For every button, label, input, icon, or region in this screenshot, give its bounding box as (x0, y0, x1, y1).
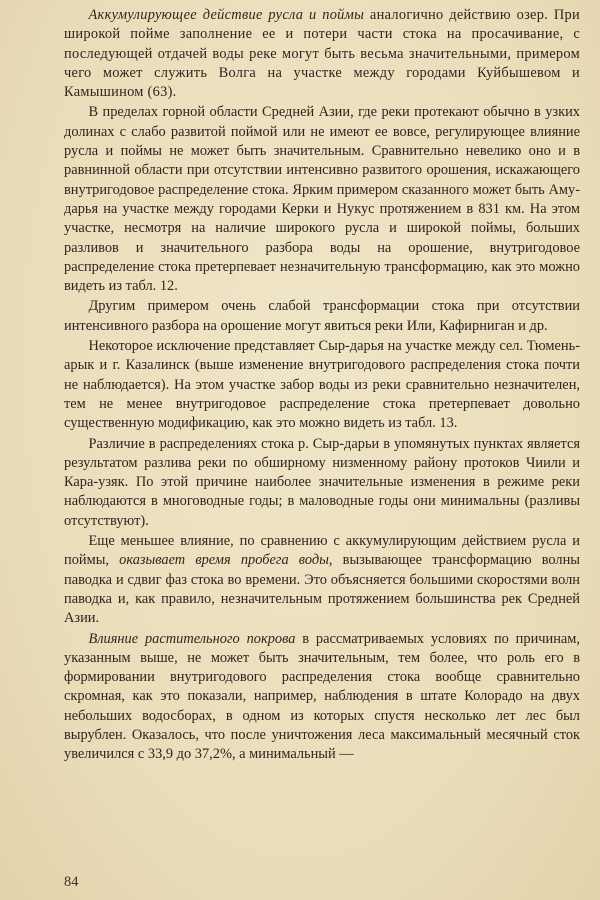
paragraph-heading-italic: Аккумулирующее действие русла и поймы (88, 7, 365, 23)
paragraph-central-asia-mountains (64, 103, 580, 296)
page-body (64, 6, 580, 765)
paragraph-text: Еще меньшее влияние, по сравнению с аккумулирующим действием русла и поймы, (64, 533, 580, 569)
paragraph-text: Различие в распределениях стока р. Сыр-дарьи в упомянутых пунктах является результатом разлива реки по обширному низменному району протоков Чиили и Кара-узяк. По этой причине наиболее значительные изменения в режиме реки наблюдаются в многоводные годы; в маловодные годы они минимальны (разливы отсутствуют). (64, 435, 580, 529)
paragraph-text: Некоторое исключение представляет Сыр-дарья на участке между сел. Тюмень-арык и г. Казалинск (выше изменение внутригодового распределения стока почти не наблюдается). На этом участке забор воды из реки сравнительно незначителен, тем не менее внутригодовое распределение стока претерпевает довольно существенную модификацию, как это можно видеть из табл. 13. (64, 338, 580, 432)
paragraph-syr-darya-exception (64, 337, 580, 433)
paragraph-travel-time-influence (64, 532, 580, 628)
paragraph-text: аналогично действию озер. При широкой пойме заполнение ее и потери части стока на просачивание, с последующей отдачей воды реке могут быть весьма значительными, примером чего может служить Волга на участке между городами Куйбышевом и Камышином (63). (64, 7, 580, 101)
page-number: 84 (64, 874, 79, 890)
paragraph-heading-italic: Влияние растительного покрова (88, 630, 296, 647)
paragraph-syr-darya-differences (64, 435, 580, 531)
inline-italic-phrase: оказывает время пробега воды, (119, 552, 333, 569)
paragraph-text: В пределах горной области Средней Азии, где реки протекают обычно в узких долинах с слабо развитой поймой или не имеют ее вовсе, регулирующее влияние русла и поймы не может быть значительным. Сравнительно невелико оно и в равнинной области при отсутствии интенсивно развитого орошения, искажающего внутригодовое распределение стока. Ярким примером сказанного может быть Аму-дарья на участке между городами Керки и Нукус протяжением в 831 км. На этом участке, несмотря на наличие широкого русла и широкой поймы, больших разливов и значительного разбора воды на орошение, внутригодовое распределение стока претерпевает незначительную трансформацию, как это можно видеть из табл. 12. (64, 104, 580, 295)
paragraph-text: вызывающее трансформацию волны паводка и сдвиг фаз стока во времени. Это объясняется большими скоростями волн паводка и, как правило, незначительным протяжением большинства рек Средней Азии. (64, 552, 580, 627)
paragraph-vegetation-influence (64, 630, 580, 765)
paragraph-text: в рассматриваемых условиях по причинам, указанным выше, не может быть значительным, тем более, что роль его в формировании внутригодового распределения стока вообще сравнительно скромная, как это показали, например, наблюдения в штате Колорадо на двух небольших водосборах, в одном из которых спустя несколько лет лес был вырублен. Оказалось, что после уничтожения леса максимальный месячный сток увеличился с 33,9 до 37,2%, а минимальный — (64, 630, 581, 763)
paragraph-text: Другим примером очень слабой трансформации стока при отсутствии интенсивного разбора на орошение могут явиться реки Или, Кафирниган и др. (64, 298, 580, 334)
paragraph-weak-transformation-examples (64, 297, 580, 336)
paragraph-river-floodplain-accumulation (64, 6, 580, 102)
